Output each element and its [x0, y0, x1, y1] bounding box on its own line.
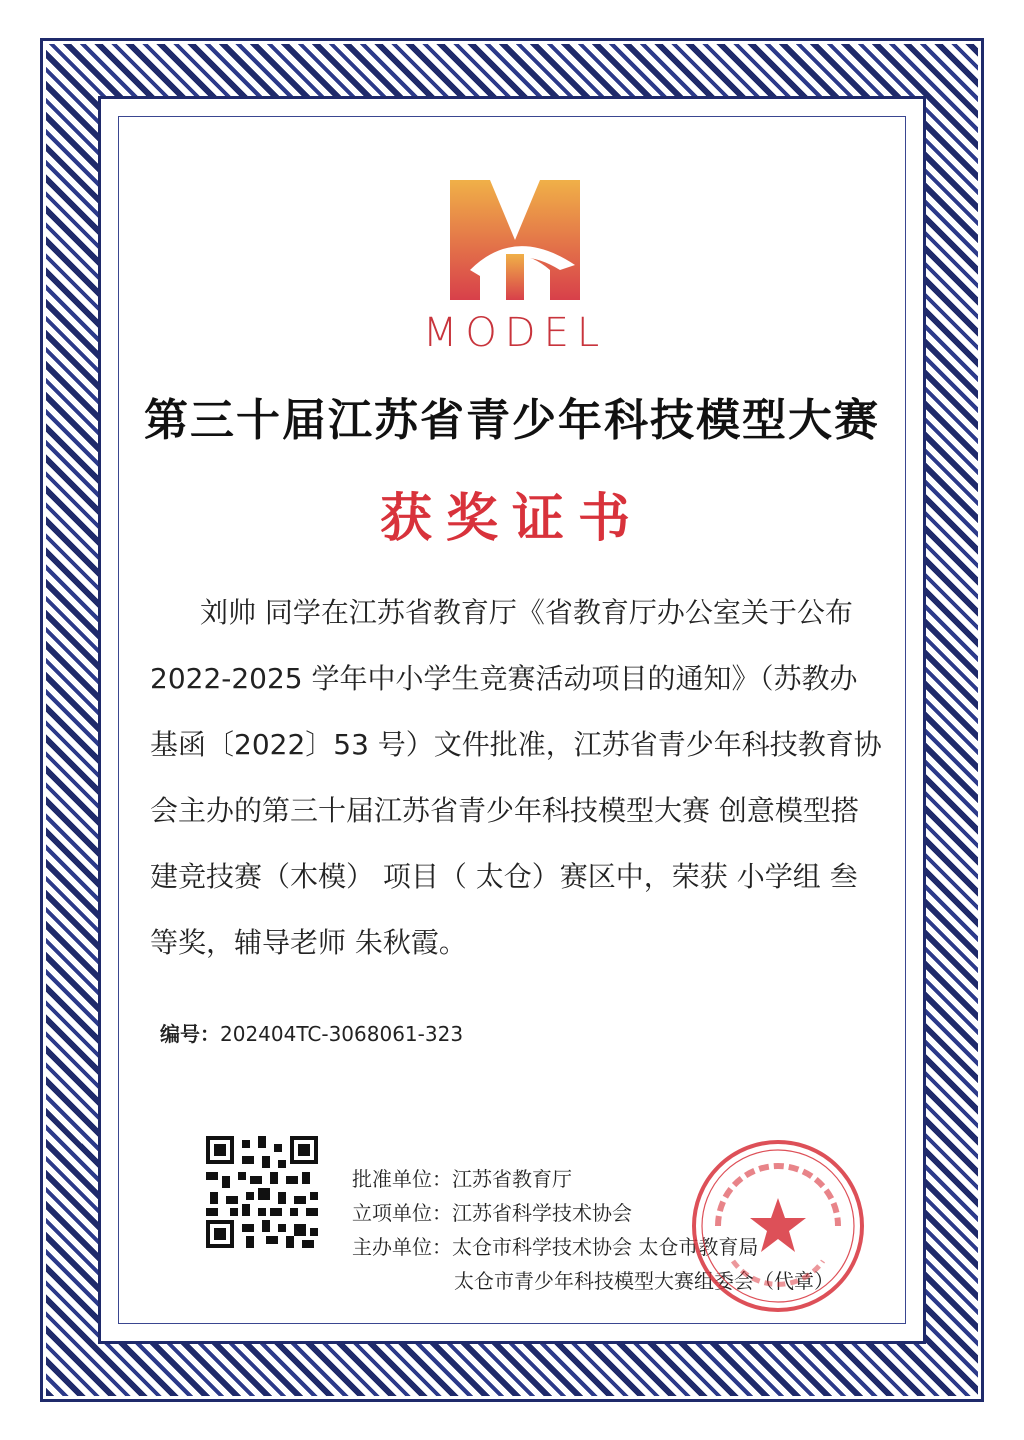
certificate-subtitle: 获奖证书: [379, 488, 644, 549]
serial-number: [160, 1018, 463, 1047]
approve-unit-value: 江苏省教育厅: [452, 1167, 572, 1191]
body-line: 等奖，辅导老师 朱秋霞。: [150, 926, 467, 959]
body-line: 刘帅 同学在江苏省教育厅《省教育厅办公室关于公布: [200, 596, 853, 629]
qr-code-icon[interactable]: [206, 1136, 318, 1248]
competition-title: 第三十届江苏省青少年科技模型大赛: [144, 395, 880, 446]
serial-label: 编号：: [160, 1022, 220, 1046]
body-line: 基函〔2022〕53 号）文件批准，江苏省青少年科技教育协: [150, 728, 882, 761]
body-line: 建竞技赛（木模） 项目（ 太仓）赛区中，荣获 小学组 叁: [150, 860, 858, 893]
official-seal-stamp: [688, 1136, 868, 1316]
host-unit-value-2: 太仓市青少年科技模型大赛组委会（代章）: [454, 1269, 834, 1293]
project-unit-value: 江苏省科学技术协会: [452, 1201, 632, 1225]
project-unit-label: 立项单位：: [352, 1201, 452, 1225]
serial-value: 202404TC-3068061-323: [220, 1022, 464, 1046]
host-unit-value: 太仓市科学技术协会 太仓市教育局: [452, 1235, 759, 1259]
body-line: 会主办的第三十届江苏省青少年科技模型大赛 创意模型搭: [150, 794, 859, 827]
certificate-body: [150, 580, 882, 976]
logo-wordmark: MODEL: [422, 310, 608, 356]
approve-unit-label: 批准单位：: [352, 1167, 452, 1191]
host-unit-label: 主办单位：: [352, 1235, 452, 1259]
body-line: 2022-2025 学年中小学生竞赛活动项目的通知》（苏教办: [150, 662, 858, 695]
